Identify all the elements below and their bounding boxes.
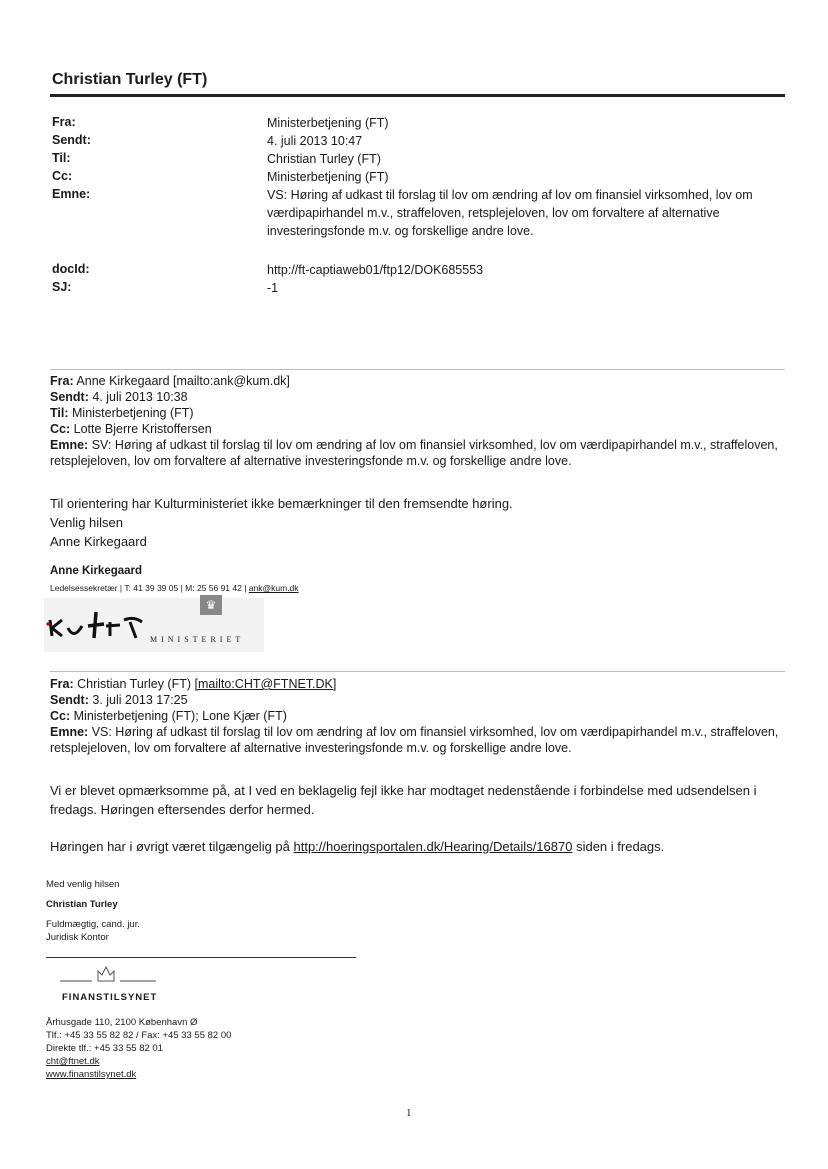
meta-sj-label: SJ: <box>52 280 72 294</box>
email2-fra: Christian Turley (FT) <box>77 677 195 691</box>
email1-til-label: Til: <box>50 406 69 420</box>
email1-til: Ministerbetjening (FT) <box>72 406 194 420</box>
email2-sig-title: Fuldmægtig, cand. jur. <box>46 919 140 930</box>
fin-address-direct: Direkte tlf.: +45 33 55 82 01 <box>46 1043 163 1054</box>
email1-fra: Anne Kirkegaard [mailto:ank@kum.dk] <box>76 374 290 388</box>
meta-til-label: Til: <box>52 151 71 165</box>
email1-body-line1: Til orientering har Kulturministeriet ikke bemærkninger til den fremsendte høring. <box>50 496 513 511</box>
email1-cc: Lotte Bjerre Kristoffersen <box>73 422 212 436</box>
meta-fra-label: Fra: <box>52 115 76 129</box>
meta-fra-value: Ministerbetjening (FT) <box>267 116 389 130</box>
email2-para2-suffix: siden i fredags. <box>572 839 665 854</box>
email1-header <box>50 373 790 469</box>
email1-body-line2: Venlig hilsen <box>50 515 123 530</box>
email2-fra-mailto-link[interactable]: [mailto:CHT@FTNET.DK] <box>194 677 337 691</box>
email1-sendt: 4. juli 2013 10:38 <box>92 390 188 404</box>
header-rule <box>50 94 785 97</box>
email1-cc-label: Cc: <box>50 422 71 436</box>
meta-docid-label: docId: <box>52 262 90 276</box>
email2-fra-label: Fra: <box>50 677 74 691</box>
email1-sendt-label: Sendt: <box>50 390 89 404</box>
email1-sig-details-text: Ledelsessekretær | T: 41 39 39 05 | M: 25 56 91 42 | <box>50 583 249 593</box>
meta-emne-label: Emne: <box>52 187 91 201</box>
email2-cc-label: Cc: <box>50 709 71 723</box>
email1-body-line3: Anne Kirkegaard <box>50 534 147 549</box>
email2-sendt-label: Sendt: <box>50 693 89 707</box>
email2-para1: Vi er blevet opmærksomme på, at I ved en beklagelig fejl ikke har modtaget nedenstående i forbindelse med udsendelsen i fredags. Høringen eftersendes derfor hermed. <box>50 783 757 817</box>
fin-email-link[interactable]: cht@ftnet.dk <box>46 1056 100 1067</box>
page-number: 1 <box>406 1107 412 1119</box>
crown-icon: ♛ <box>200 595 222 615</box>
meta-cc-label: Cc: <box>52 169 73 183</box>
meta-til-value: Christian Turley (FT) <box>267 152 381 166</box>
meta-cc-value: Ministerbetjening (FT) <box>267 170 389 184</box>
fin-address-phone: Tlf.: +45 33 55 82 82 / Fax: +45 33 55 82 00 <box>46 1030 232 1041</box>
email2-header <box>50 676 790 756</box>
email2-sig-dept: Juridisk Kontor <box>46 932 109 943</box>
email1-sig-details <box>50 582 299 595</box>
email2-para2-prefix: Høringen har i øvrigt været tilgængelig på <box>50 839 294 854</box>
fin-address-street: Århusgade 110, 2100 København Ø <box>46 1017 198 1028</box>
signature-rule <box>46 957 356 958</box>
page-title: Christian Turley (FT) <box>52 71 208 88</box>
hoeringsportalen-link[interactable]: http://hoeringsportalen.dk/Hearing/Details/16870 <box>293 839 573 854</box>
email1-sig-name: Anne Kirkegaard <box>50 565 143 577</box>
email2-separator <box>50 671 785 672</box>
email1-body <box>50 494 790 551</box>
email2-emne-label: Emne: <box>50 725 89 739</box>
email1-emne-label: Emne: <box>50 438 89 452</box>
email1-emne: SV: Høring af udkast til forslag til lov om ændring af lov om finansiel virksomhed, lov om værdipapirhandel m.v., straffeloven, retsplejeloven, lov om forvaltere af alternative investeringsfonde m.v. og forskellige andre love. <box>50 438 778 468</box>
meta-emne-value: VS: Høring af udkast til forslag til lov om ændring af lov om finansiel virksomhed, lov om værdipapirhandel m.v., straffeloven, retsplejeloven, lov om forvaltere af alternative investeringsfonde m.v. og forskellige andre love. <box>267 188 753 238</box>
meta-sendt-label: Sendt: <box>52 133 91 147</box>
email2-emne: VS: Høring af udkast til forslag til lov om ændring af lov om finansiel virksomhed, lov om værdipapirhandel m.v., straffeloven, retsplejeloven, lov om forvaltere af alternative investeringsfonde m.v. og forskellige andre love. <box>50 725 779 755</box>
fin-address <box>46 1016 231 1081</box>
email2-cc: Ministerbetjening (FT); Lone Kjær (FT) <box>73 709 287 723</box>
finanstilsynet-brand: FINANSTILSYNET <box>62 992 158 1003</box>
meta-docid-value: http://ft-captiaweb01/ftp12/DOK685553 <box>267 263 484 277</box>
meta-sj-value: -1 <box>267 281 279 295</box>
finanstilsynet-crown-icon <box>60 963 160 989</box>
meta-sendt-value: 4. juli 2013 10:47 <box>267 134 363 148</box>
email1-fra-label: Fra: <box>50 374 74 388</box>
fin-website-link[interactable]: www.finanstilsynet.dk <box>46 1069 137 1080</box>
email2-sig-greeting: Med venlig hilsen <box>46 879 120 890</box>
email1-separator <box>50 369 785 370</box>
email2-sendt: 3. juli 2013 17:25 <box>92 693 188 707</box>
email2-sig-name: Christian Turley <box>46 899 118 910</box>
ministeriet-label: MINISTERIET <box>150 635 245 644</box>
email1-sig-email-link[interactable]: ank@kum.dk <box>248 583 299 593</box>
email2-para2 <box>50 837 790 856</box>
